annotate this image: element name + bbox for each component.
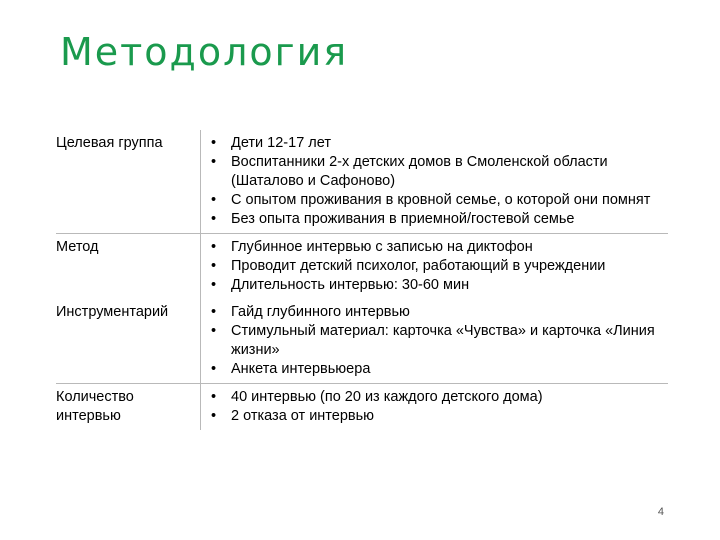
row-label: Метод bbox=[56, 234, 201, 300]
list-item: • Гайд глубинного интервью bbox=[207, 303, 668, 322]
table-row-interview-count bbox=[56, 384, 668, 431]
list-item: • Дети 12-17 лет bbox=[207, 134, 668, 153]
table-row-instruments bbox=[56, 299, 668, 384]
list-item: • Воспитанники 2-х детских домов в Смоленской области (Шаталово и Сафоново) bbox=[207, 153, 668, 191]
bullet-list bbox=[207, 303, 668, 379]
list-item: • 2 отказа от интервью bbox=[207, 407, 668, 426]
row-content bbox=[201, 384, 669, 431]
list-item: • Длительность интервью: 30-60 мин bbox=[207, 276, 668, 295]
list-item: • Глубинное интервью с записью на диктофон bbox=[207, 238, 668, 257]
row-label: Инструментарий bbox=[56, 299, 201, 384]
list-item: • Анкета интервьюера bbox=[207, 360, 668, 379]
row-content bbox=[201, 130, 669, 234]
bullet-list bbox=[207, 134, 668, 229]
list-item: • 40 интервью (по 20 из каждого детского дома) bbox=[207, 388, 668, 407]
bullet-list bbox=[207, 388, 668, 426]
list-item: • Проводит детский психолог, работающий в учреждении bbox=[207, 257, 668, 276]
row-content bbox=[201, 299, 669, 384]
table-row-target-group bbox=[56, 130, 668, 234]
row-label: Количество интервью bbox=[56, 384, 201, 431]
table-row-method bbox=[56, 234, 668, 300]
page-number: 4 bbox=[657, 506, 664, 518]
list-item: • Стимульный материал: карточка «Чувства» и карточка «Линия жизни» bbox=[207, 322, 668, 360]
bullet-list bbox=[207, 238, 668, 295]
row-content bbox=[201, 234, 669, 300]
row-label: Целевая группа bbox=[56, 130, 201, 234]
slide-title: Методология bbox=[60, 30, 349, 74]
list-item: • Без опыта проживания в приемной/гостевой семье bbox=[207, 210, 668, 229]
list-item: • С опытом проживания в кровной семье, о которой они помнят bbox=[207, 191, 668, 210]
methodology-table bbox=[56, 130, 668, 430]
